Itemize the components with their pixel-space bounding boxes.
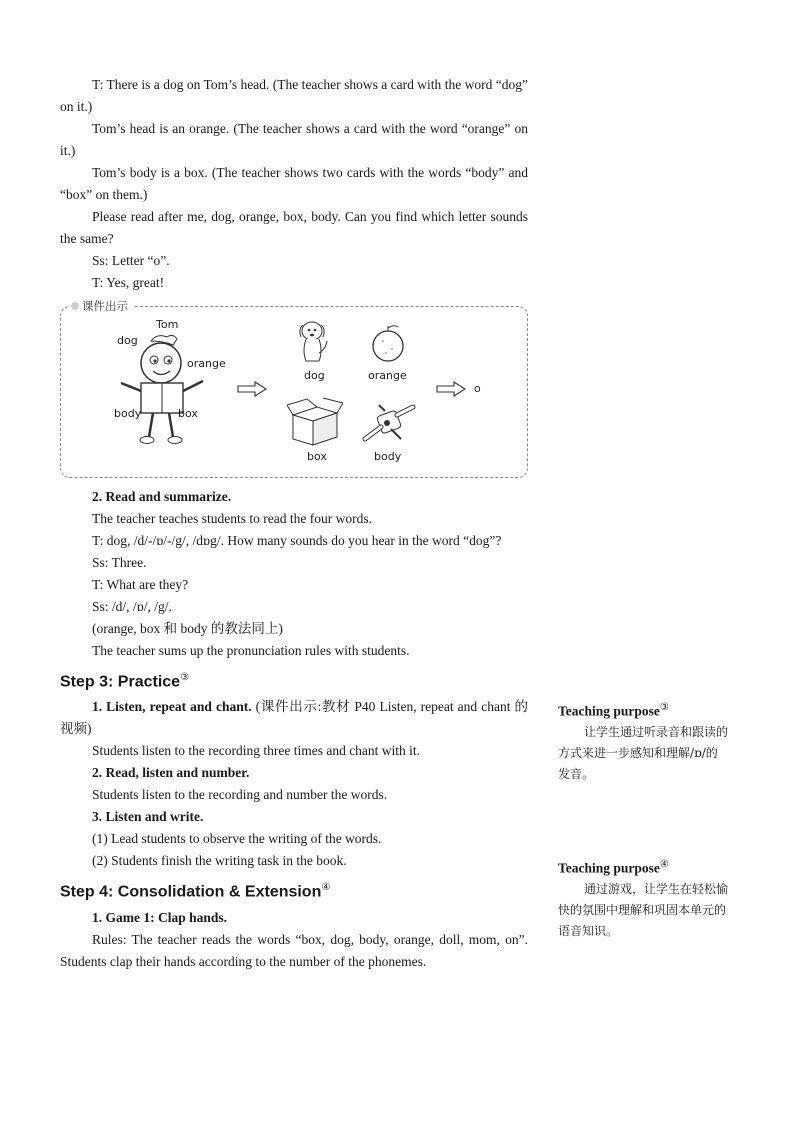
paragraph: Tom’s head is an orange. (The teacher shows a card with the word “orange” on it.): [60, 121, 528, 158]
arrow-right-icon: [436, 381, 466, 397]
dog-label: dog: [117, 334, 138, 347]
robot-body-icon: [357, 403, 419, 447]
tom-label: Tom: [156, 318, 179, 331]
body-word: body: [374, 450, 402, 463]
box-word: box: [307, 450, 327, 463]
teaching-purpose-text: 让学生通过听录音和跟读的方式来进一步感知和理解/ɒ/的发音。: [558, 724, 729, 781]
box-label: box: [178, 407, 198, 420]
paragraph: 1. Listen, repeat and chant. (课件出示:教材 P40 Listen, repeat and chant 的视频): [60, 699, 529, 737]
orange-word: orange: [368, 369, 407, 382]
paragraph: Students listen to the recording three times and chant with it.: [92, 743, 421, 759]
paragraph: Students listen to the recording and number the words.: [92, 787, 388, 803]
paragraph: T: There is a dog on Tom’s head. (The teacher shows a card with the word “dog” on it.): [60, 77, 528, 114]
paragraph: (orange, box 和 body 的教法同上): [92, 621, 283, 636]
paragraph: Please read after me, dog, orange, box, body. Can you find which letter sounds the same?: [60, 209, 528, 246]
teaching-purpose-title: Teaching purpose③: [558, 702, 669, 719]
paragraph: T: Yes, great!: [92, 275, 165, 290]
arrow-right-icon: [237, 381, 267, 397]
paragraph: T: What are they?: [92, 577, 189, 592]
orange-label: orange: [187, 357, 226, 370]
section-heading: 3. Listen and write.: [92, 809, 204, 825]
paragraph: The teacher sums up the pronunciation rules with students.: [92, 643, 410, 658]
teaching-purpose-4: [558, 854, 728, 942]
paragraph: Tom’s body is a box. (The teacher shows two cards with the words “body” and “box” on them.): [60, 165, 528, 202]
paragraph: Ss: Three.: [92, 555, 147, 570]
paragraph: T: dog, /d/-/ɒ/-/g/, /dɒg/. How many sounds do you hear in the word “dog”?: [92, 533, 502, 548]
dog-word: dog: [304, 369, 325, 382]
box-icon: [287, 397, 343, 447]
orange-icon: [370, 323, 406, 363]
teaching-purpose-title: Teaching purpose④: [558, 859, 669, 876]
paragraph: Ss: Letter “o”.: [92, 253, 170, 268]
section-heading: 2. Read and summarize.: [92, 489, 232, 504]
section-heading: 2. Read, listen and number.: [92, 765, 250, 781]
main-column: [60, 74, 528, 973]
paragraph: The teacher teaches students to read the four words.: [92, 511, 373, 526]
dog-icon: [297, 319, 331, 367]
tom-orange-figure: [113, 329, 213, 451]
label-dot-icon: [71, 302, 79, 310]
section-heading: 1. Game 1: Clap hands.: [92, 909, 228, 925]
courseware-label: [69, 298, 134, 314]
paragraph: (1) Lead students to observe the writing of the words.: [92, 831, 382, 847]
teaching-purpose-3: [558, 697, 728, 785]
courseware-box: [60, 299, 528, 478]
courseware-label-text: 课件出示: [82, 299, 128, 313]
step4-title: Step 4: Consolidation & Extension④: [60, 882, 331, 901]
teaching-purpose-text: 通过游戏，让学生在轻松愉快的氛围中理解和巩固本单元的语音知识。: [558, 881, 729, 938]
step3-title: Step 3: Practice③: [60, 672, 190, 691]
paragraph: (2) Students finish the writing task in the book.: [92, 853, 347, 869]
paragraph: Rules: The teacher reads the words “box, dog, body, orange, doll, mom, on”. Students clap their hands according to the number of the phonemes.: [60, 931, 528, 969]
paragraph: Ss: /d/, /ɒ/, /g/.: [92, 599, 172, 614]
body-label: body: [114, 407, 142, 420]
letter-o-result: o: [474, 382, 481, 395]
